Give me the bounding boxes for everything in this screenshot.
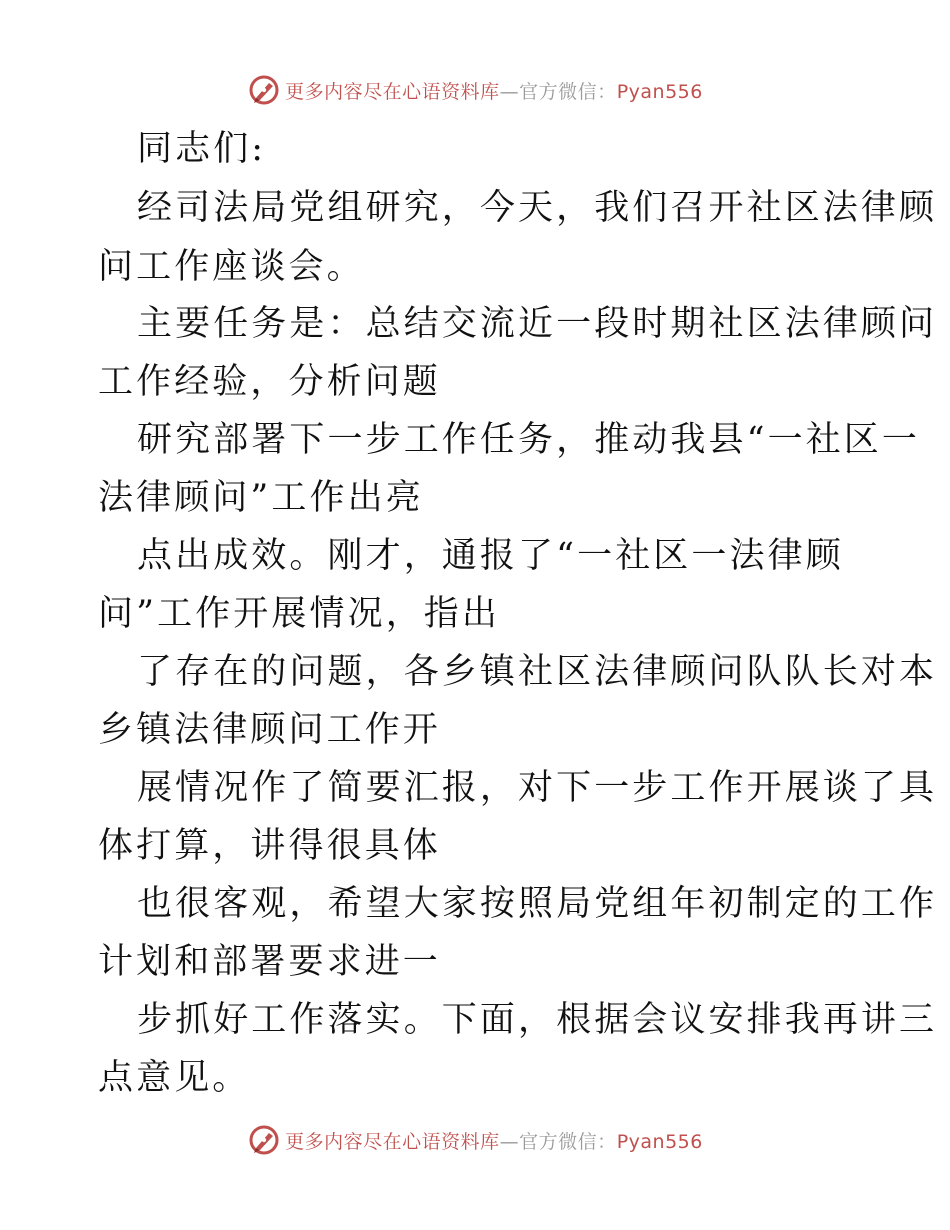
pen-logo-icon	[247, 1123, 281, 1157]
banner-wechat-id: Pyan556	[616, 80, 703, 103]
text-line: 了存在的问题，各乡镇社区法律顾问队队长对本	[137, 652, 938, 692]
text-line: 经司法局党组研究，今天，我们召开社区法律顾	[137, 188, 938, 228]
text-line: 点意见。	[98, 1058, 251, 1098]
text-line: 工作经验，分析问题	[98, 362, 441, 402]
text-line: 点出成效。刚才，通报了“一社区一法律顾	[137, 536, 844, 576]
banner-site-text: 更多内容尽在心语资料库	[285, 80, 500, 103]
text-line: 体打算，讲得很具体	[98, 826, 441, 866]
banner-site-text: 更多内容尽在心语资料库	[285, 1130, 500, 1153]
text-line: 也很客观，希望大家按照局党组年初制定的工作	[137, 884, 938, 924]
banner-wechat-id: Pyan556	[616, 1130, 703, 1153]
text-line: 步抓好工作落实。下面，根据会议安排我再讲三	[137, 1000, 938, 1040]
text-line: 乡镇法律顾问工作开	[98, 710, 441, 750]
banner-wechat-label: 官方微信：	[519, 80, 617, 103]
banner-dash: —	[499, 80, 520, 103]
text-line: 同志们:	[137, 129, 267, 169]
footer-banner	[0, 1122, 950, 1158]
text-line: 计划和部署要求进一	[98, 942, 441, 982]
text-line: 主要任务是：总结交流近一段时期社区法律顾问	[137, 304, 938, 344]
text-line: 展情况作了简要汇报，对下一步工作开展谈了具	[137, 768, 938, 808]
banner-wechat-label: 官方微信：	[519, 1130, 617, 1153]
text-line: 问”工作开展情况，指出	[98, 594, 500, 634]
text-line: 法律顾问”工作出亮	[98, 478, 424, 518]
banner-text	[285, 1127, 703, 1154]
text-line: 研究部署下一步工作任务，推动我县“一社区一	[137, 420, 920, 460]
banner-dash: —	[499, 1130, 520, 1153]
text-line: 问工作座谈会。	[98, 247, 365, 287]
